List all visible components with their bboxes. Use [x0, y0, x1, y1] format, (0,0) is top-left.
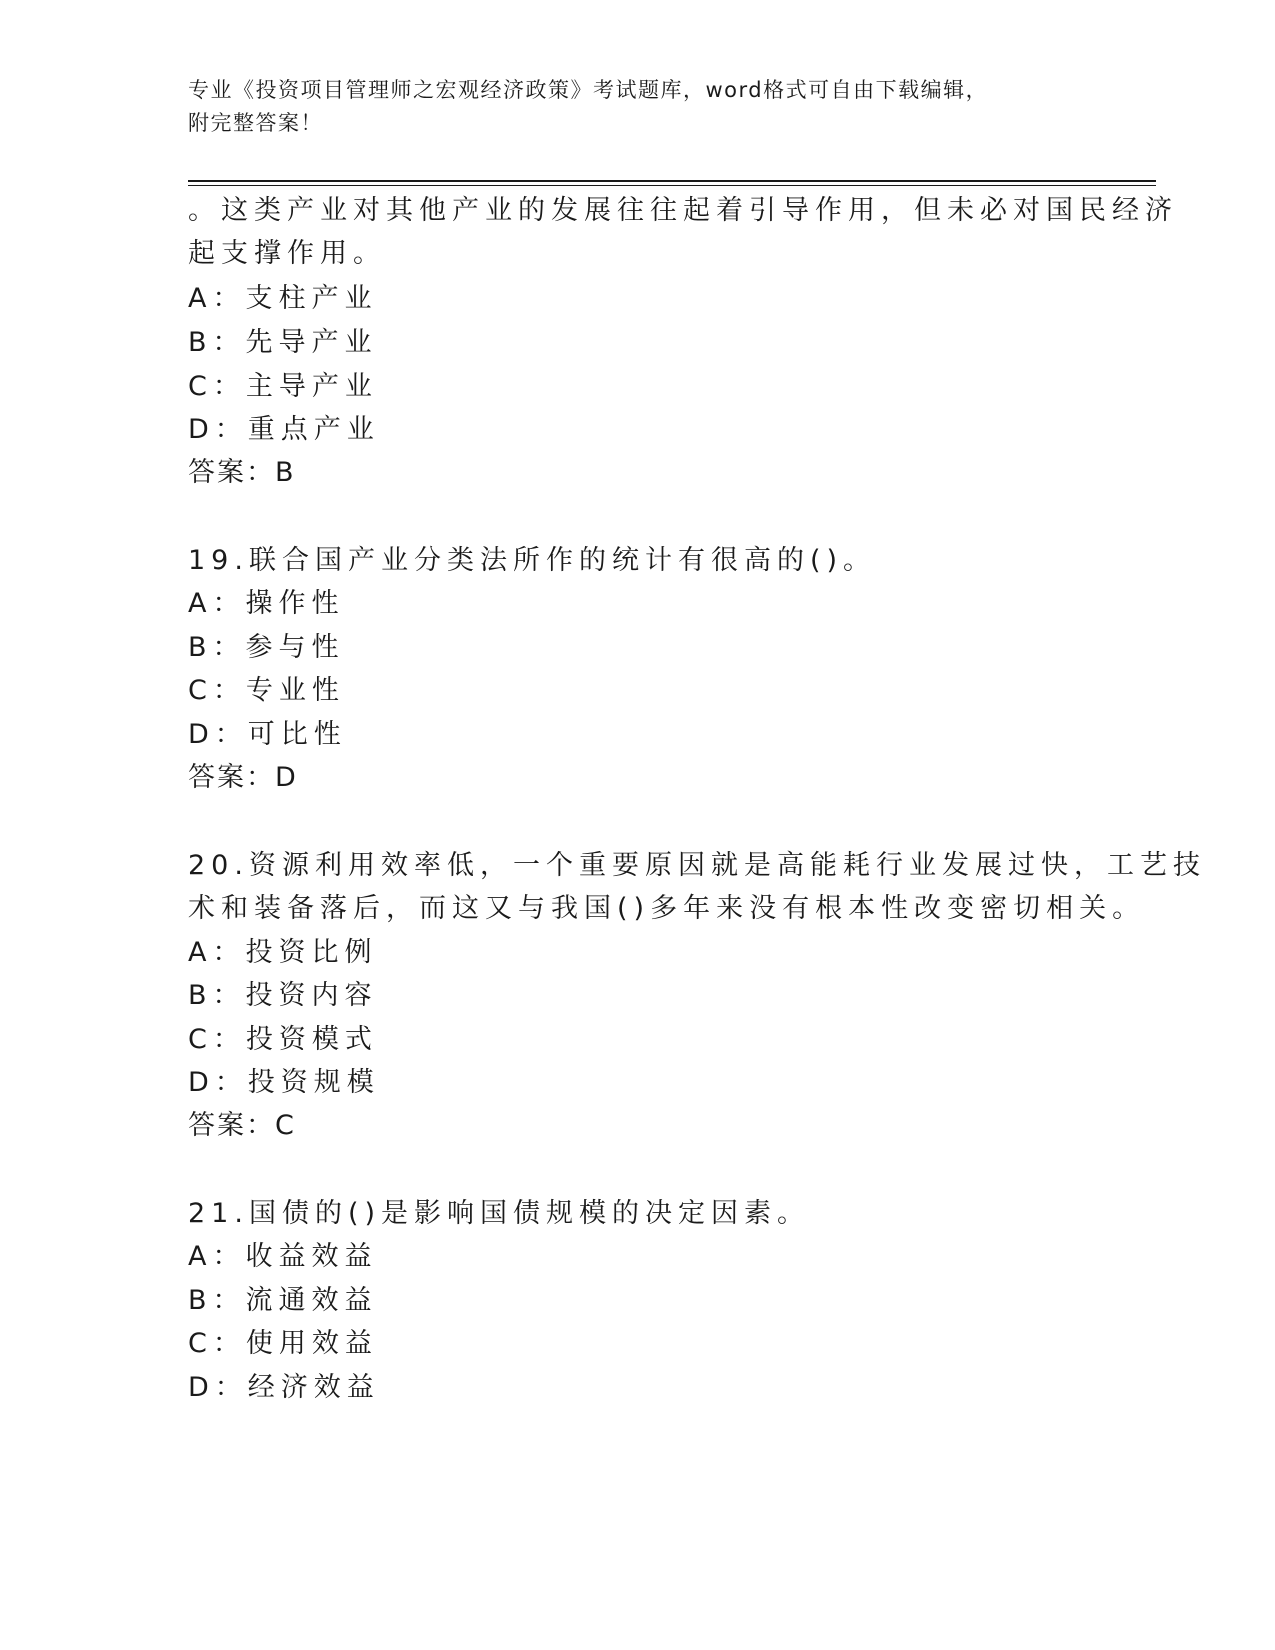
- q21-option-a: A：收益效益: [188, 1241, 378, 1272]
- q19-option-c: C：专业性: [188, 675, 345, 706]
- q20-option-d: D：投资规模: [188, 1067, 380, 1098]
- header-line-1: 专业《投资项目管理师之宏观经济政策》考试题库，word格式可自由下载编辑，: [188, 78, 989, 102]
- q21-text-line-1: 21.国债的()是影响国债规模的决定因素。: [188, 1198, 811, 1229]
- header-divider-thin: [188, 185, 1156, 186]
- q20-option-a: A：投资比例: [188, 937, 378, 968]
- q18-text-line-2: 起支撑作用。: [188, 238, 386, 269]
- q19-text-line-1: 19.联合国产业分类法所作的统计有很高的()。: [188, 545, 877, 576]
- q20-option-b: B：投资内容: [188, 980, 378, 1011]
- q19-option-d: D：可比性: [188, 719, 347, 750]
- header-divider-thick: [188, 180, 1156, 182]
- q18-text-line-1: 。这类产业对其他产业的发展往往起着引导作用，但未必对国民经济: [188, 195, 1178, 226]
- q19-answer: 答案：D: [188, 762, 298, 793]
- q21-option-b: B：流通效益: [188, 1285, 378, 1316]
- q18-option-a: A：支柱产业: [188, 283, 378, 314]
- q19-option-a: A：操作性: [188, 588, 345, 619]
- document-header: [188, 74, 1088, 140]
- q19-option-b: B：参与性: [188, 632, 345, 663]
- q20-option-c: C：投资模式: [188, 1024, 378, 1055]
- q18-option-d: D：重点产业: [188, 414, 380, 445]
- q21-option-c: C：使用效益: [188, 1328, 378, 1359]
- q18-answer: 答案：B: [188, 457, 296, 488]
- q20-answer: 答案：C: [188, 1110, 296, 1141]
- header-line-2: 附完整答案！: [188, 111, 323, 135]
- q20-text-line-2: 术和装备落后，而这又与我国()多年来没有根本性改变密切相关。: [188, 893, 1146, 924]
- q18-option-b: B：先导产业: [188, 327, 378, 358]
- q20-text-line-1: 20.资源利用效率低，一个重要原因就是高能耗行业发展过快，工艺技: [188, 850, 1206, 881]
- q18-option-c: C：主导产业: [188, 371, 378, 402]
- q21-option-d: D：经济效益: [188, 1372, 380, 1403]
